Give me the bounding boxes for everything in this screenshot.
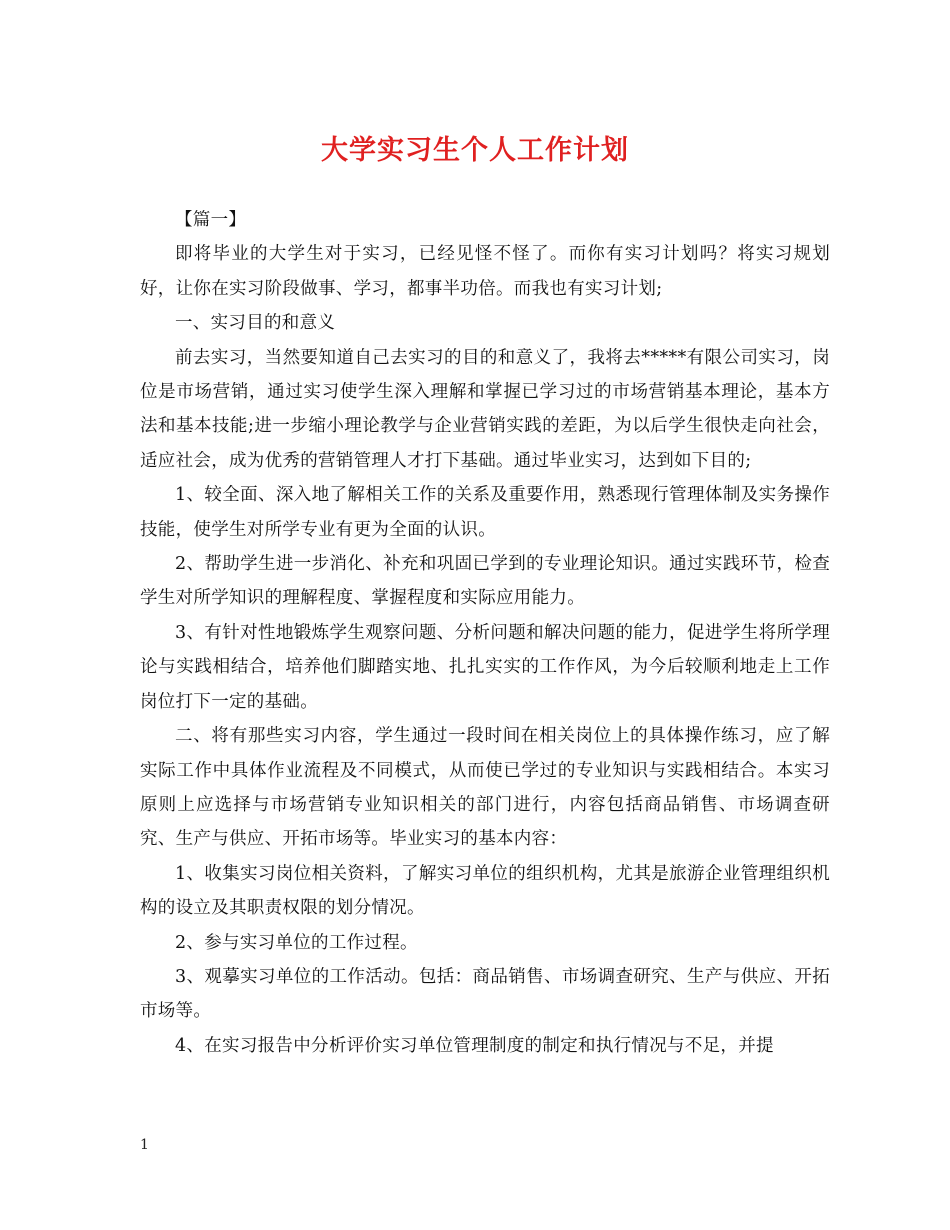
paragraph: 前去实习，当然要知道自己去实习的目的和意义了，我将去*****有限公司实习，岗位是市场营销，通过实习使学生深入理解和掌握已学习过的市场营销基本理论，基本方法和基本技能;进一步缩小理论教学与企业营销实践的差距，为以后学生很快走向社会，适应社会，成为优秀的营销管理人才打下基础。通过毕业实习，达到如下目的; (140, 347, 830, 471)
list-item: 2、参与实习单位的工作过程。 (175, 932, 418, 953)
section-label: 【篇一】 (175, 210, 247, 230)
document-body (140, 203, 830, 1063)
list-item: 1、收集实习岗位相关资料，了解实习单位的组织机构，尤其是旅游企业管理组织机构的设立及其职责权限的划分情况。 (140, 863, 830, 919)
list-item: 4、在实习报告中分析评价实习单位管理制度的制定和执行情况与不足，并提 (175, 1035, 774, 1056)
section-heading: 一、实习目的和意义 (175, 313, 336, 334)
page-number: 1 (140, 1137, 149, 1153)
document-title: 大学实习生个人工作计划 (321, 135, 629, 166)
paragraph: 二、将有那些实习内容，学生通过一段时间在相关岗位上的具体操作练习，应了解实际工作中具体作业流程及不同模式，从而使已学过的专业知识与实践相结合。本实习原则上应选择与市场营销专业知识相关的部门进行，内容包括商品销售、市场调查研究、生产与供应、开拓市场等。毕业实习的基本内容： (140, 726, 830, 850)
list-item: 2、帮助学生进一步消化、补充和巩固已学到的专业理论知识。通过实践环节，检查学生对所学知识的理解程度、掌握程度和实际应用能力。 (140, 554, 830, 609)
list-item: 1、较全面、深入地了解相关工作的关系及重要作用，熟悉现行管理体制及实务操作技能，使学生对所学专业有更为全面的认识。 (140, 485, 830, 540)
paragraph: 即将毕业的大学生对于实习，已经见怪不怪了。而你有实习计划吗？将实习规划好，让你在实习阶段做事、学习，都事半功倍。而我也有实习计划; (140, 244, 830, 299)
list-item: 3、观摹实习单位的工作活动。包括：商品销售、市场调查研究、生产与供应、开拓市场等。 (140, 966, 830, 1022)
list-item: 3、有针对性地锻炼学生观察问题、分析问题和解决问题的能力，促进学生将所学理论与实践相结合，培养他们脚踏实地、扎扎实实的工作作风，为今后较顺利地走上工作岗位打下一定的基础。 (140, 622, 830, 712)
